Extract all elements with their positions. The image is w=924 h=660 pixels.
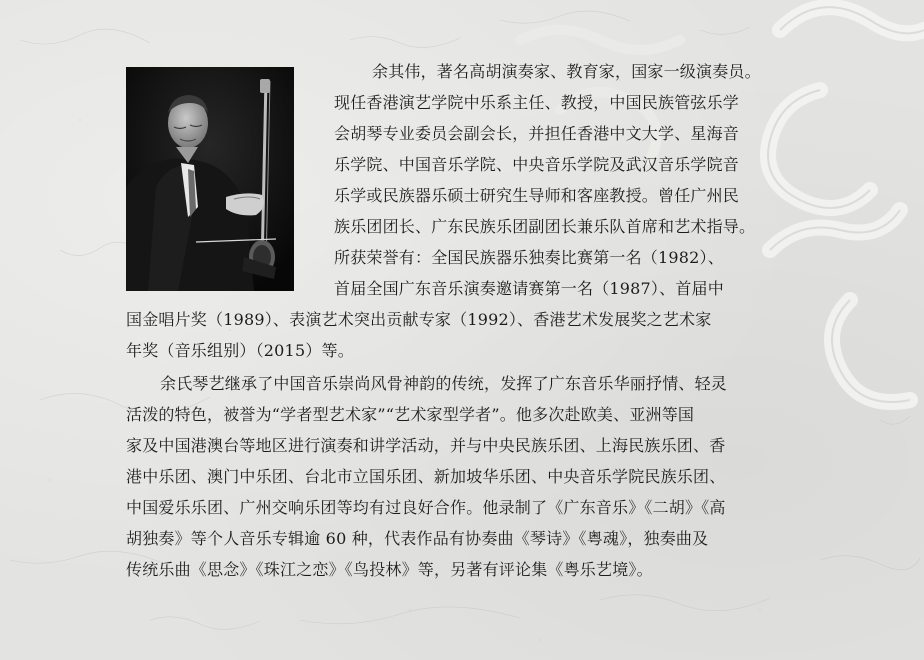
bio-line: 国金唱片奖（1989）、表演艺术突出贡献专家（1992）、香港艺术发展奖之艺术家 [126, 310, 712, 329]
bio-line: 胡独奏》等个人音乐专辑逾 60 种，代表作品有协奏曲《琴诗》《粤魂》，独奏曲及 [126, 529, 709, 548]
bio-line: 家及中国港澳台等地区进行演奏和讲学活动，并与中央民族乐团、上海民族乐团、香 [126, 436, 726, 455]
bio-line: 族乐团团长、广东民族乐团副团长兼乐队首席和艺术指导。 [334, 217, 756, 236]
bio-line: 首届全国广东音乐演奏邀请赛第一名（1987）、首届中 [334, 279, 724, 298]
bio-line: 港中乐团、澳门中乐团、台北市立国乐团、新加坡华乐团、中央音乐学院民族乐团、 [126, 467, 726, 486]
bio-line: 乐学或民族器乐硕士研究生导师和客座教授。曾任广州民 [334, 186, 740, 205]
bio-line: 会胡琴专业委员会副会长，并担任香港中文大学、星海音 [334, 124, 740, 143]
bio-line: 传统乐曲《思念》《珠江之恋》《鸟投林》等，另著有评论集《粤乐艺境》。 [126, 560, 653, 579]
bio-line: 活泼的特色，被誉为“学者型艺术家”“艺术家型学者”。他多次赴欧美、亚洲等国 [126, 405, 695, 424]
bio-line: 乐学院、中国音乐学院、中央音乐学院及武汉音乐学院音 [334, 155, 740, 174]
bio-line: 年奖（音乐组别）（2015）等。 [126, 341, 354, 360]
bio-line: 现任香港演艺学院中乐系主任、教授，中国民族管弦乐学 [334, 93, 740, 112]
bio-line: 余其伟，著名高胡演奏家、教育家，国家一级演奏员。 [372, 62, 761, 81]
portrait-photo [126, 67, 294, 291]
bio-line: 中国爱乐乐团、广州交响乐团等均有过良好合作。他录制了《广东音乐》《二胡》《高 [126, 498, 726, 517]
musician-with-gaohu-image [126, 67, 294, 291]
bio-line: 余氏琴艺继承了中国音乐崇尚风骨神韵的传统，发挥了广东音乐华丽抒情、轻灵 [160, 374, 728, 393]
bio-line: 所获荣誉有：全国民族器乐独奏比赛第一名（1982）、 [334, 248, 724, 267]
